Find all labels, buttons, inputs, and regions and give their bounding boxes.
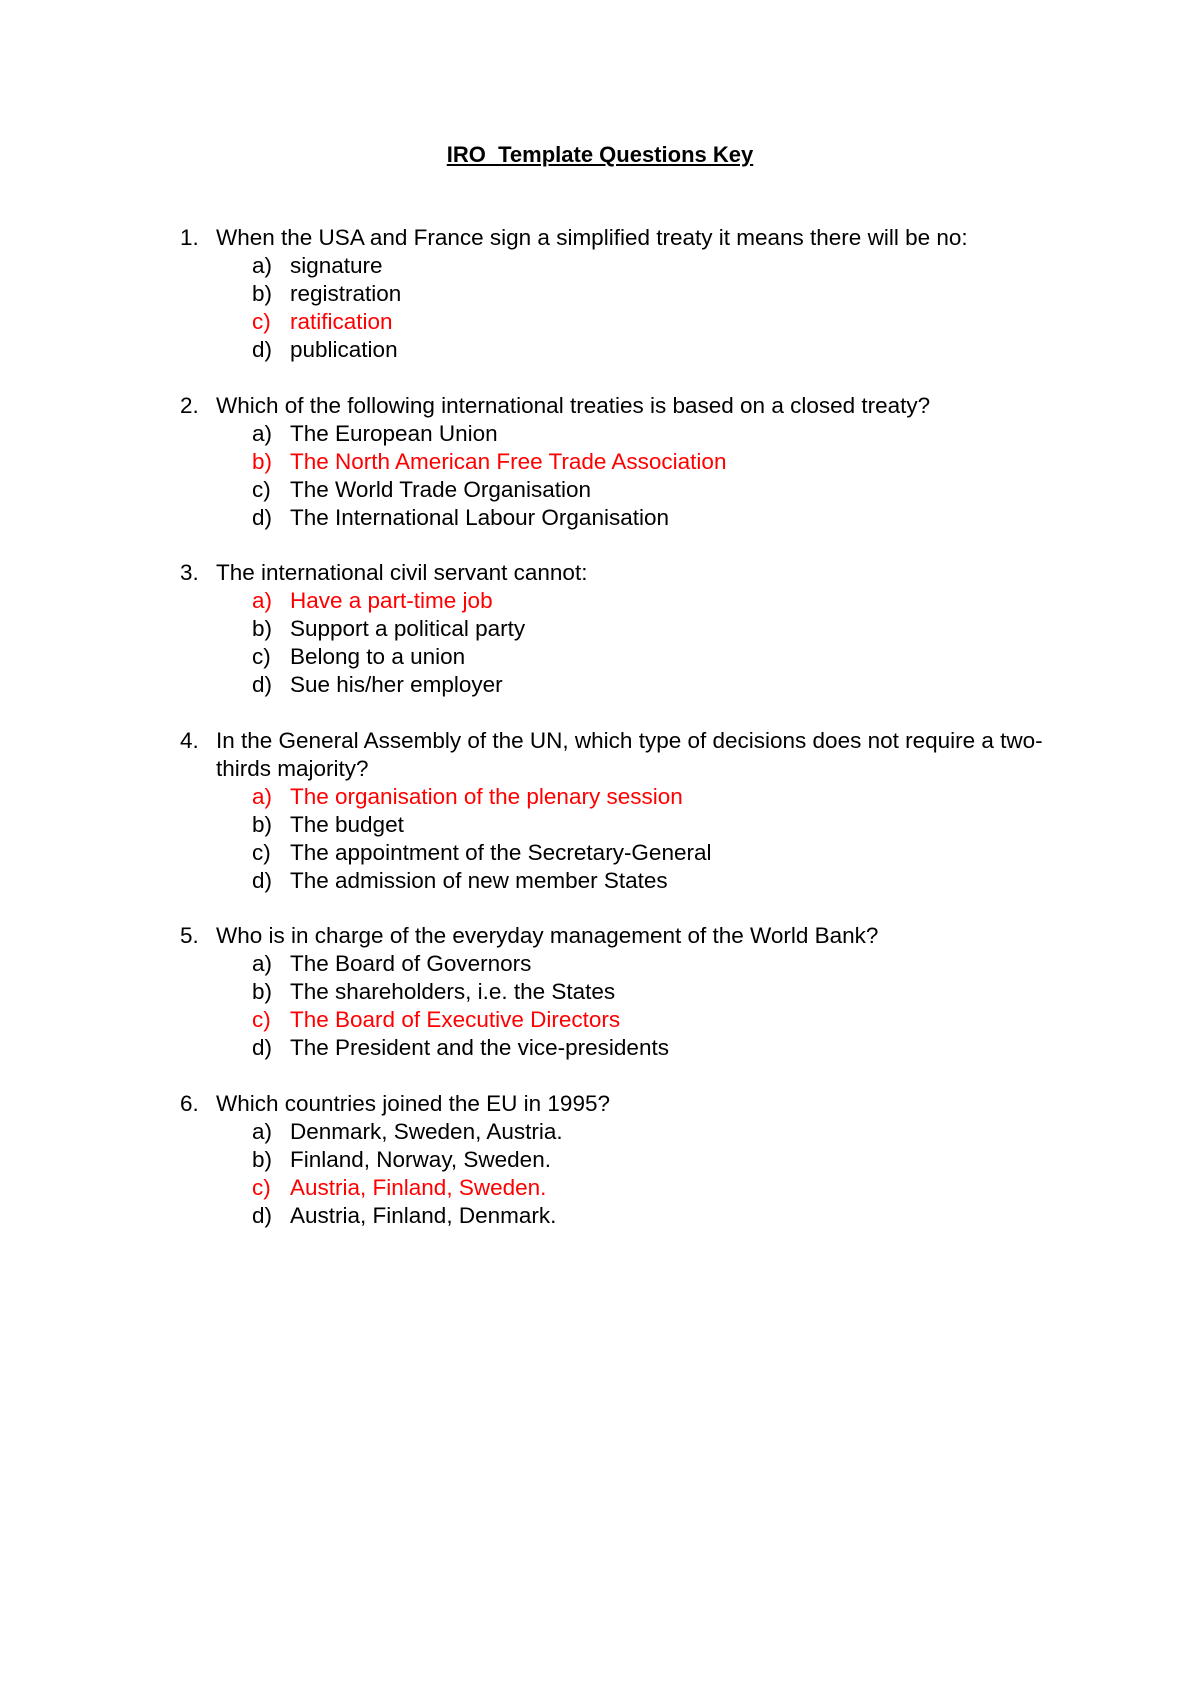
- option-letter: a): [252, 420, 273, 446]
- option-text: The admission of new member States: [290, 867, 668, 893]
- question-text: [180, 727, 1080, 783]
- question-text: [180, 1090, 1080, 1118]
- question-number: 2.: [180, 392, 199, 418]
- answer-option: [180, 1118, 1080, 1146]
- correct-answer-option: [180, 448, 1080, 476]
- answer-option: [180, 615, 1080, 643]
- option-text: The Board of Governors: [290, 951, 532, 976]
- option-letter: b): [252, 1146, 273, 1172]
- answer-option: [180, 476, 1080, 504]
- answer-option: [180, 420, 1080, 448]
- question-text: [180, 922, 1080, 950]
- option-letter: a): [252, 783, 273, 809]
- option-text: Austria, Finland, Sweden.: [290, 1174, 547, 1200]
- question-3: [180, 559, 1080, 699]
- option-text: The World Trade Organisation: [290, 476, 591, 502]
- page-title: IRO Template Questions Key: [446, 142, 754, 167]
- answer-option: [180, 643, 1080, 671]
- option-letter: c): [252, 1007, 271, 1032]
- option-text: The International Labour Organisation: [290, 504, 669, 530]
- question-text: [180, 559, 1080, 587]
- option-letter: b): [252, 616, 273, 641]
- option-letter: c): [252, 644, 271, 669]
- question-stem: When the USA and France sign a simplified treaty it means there will be no:: [216, 225, 968, 250]
- question-stem: Which countries joined the EU in 1995?: [216, 1090, 610, 1116]
- option-letter: c): [252, 309, 271, 334]
- answer-option: [180, 839, 1080, 867]
- option-text: Denmark, Sweden, Austria.: [290, 1118, 563, 1144]
- question-stem: Who is in charge of the everyday management of the World Bank?: [216, 923, 879, 948]
- option-letter: d): [252, 1035, 273, 1060]
- answer-option: [180, 671, 1080, 699]
- question-stem: In the General Assembly of the UN, which type of decisions does not require a two-thirds majority?: [216, 727, 1043, 781]
- option-letter: d): [252, 504, 273, 530]
- option-text: The Board of Executive Directors: [290, 1007, 621, 1032]
- question-number: 6.: [180, 1090, 199, 1116]
- option-letter: a): [252, 951, 273, 976]
- question-4: [180, 727, 1080, 895]
- option-text: The European Union: [290, 420, 498, 446]
- option-letter: d): [252, 337, 273, 362]
- correct-answer-option: [180, 1006, 1080, 1034]
- answer-option: [180, 504, 1080, 532]
- question-6: [180, 1090, 1080, 1230]
- question-number: 5.: [180, 923, 199, 948]
- option-text: The appointment of the Secretary-General: [290, 839, 712, 865]
- correct-answer-option: [180, 1174, 1080, 1202]
- answer-option: [180, 252, 1080, 280]
- option-letter: c): [252, 476, 271, 502]
- option-text: publication: [290, 337, 398, 362]
- option-text: The North American Free Trade Association: [290, 448, 727, 474]
- answer-option: [180, 280, 1080, 308]
- option-text: Austria, Finland, Denmark.: [290, 1202, 557, 1228]
- answer-option: [180, 1034, 1080, 1062]
- option-text: Have a part-time job: [290, 588, 493, 613]
- question-number: 1.: [180, 225, 199, 250]
- option-letter: d): [252, 672, 273, 697]
- option-letter: a): [252, 588, 273, 613]
- answer-option: [180, 336, 1080, 364]
- option-text: registration: [290, 281, 402, 306]
- option-text: Sue his/her employer: [290, 672, 503, 697]
- option-letter: d): [252, 1202, 273, 1228]
- option-text: signature: [290, 253, 383, 278]
- question-text: [180, 224, 1080, 252]
- option-text: The budget: [290, 811, 404, 837]
- option-letter: d): [252, 867, 273, 893]
- option-text: The shareholders, i.e. the States: [290, 979, 616, 1004]
- option-text: ratification: [290, 309, 393, 334]
- correct-answer-option: [180, 308, 1080, 336]
- answer-option: [180, 950, 1080, 978]
- question-list: [180, 224, 1080, 1257]
- correct-answer-option: [180, 587, 1080, 615]
- option-letter: b): [252, 448, 273, 474]
- question-number: 3.: [180, 560, 199, 585]
- question-number: 4.: [180, 727, 199, 753]
- option-letter: b): [252, 281, 273, 306]
- question-2: [180, 392, 1080, 532]
- option-text: Belong to a union: [290, 644, 466, 669]
- question-5: [180, 922, 1080, 1062]
- question-stem: Which of the following international treaties is based on a closed treaty?: [216, 392, 931, 418]
- answer-option: [180, 978, 1080, 1006]
- question-text: [180, 392, 1080, 420]
- question-stem: The international civil servant cannot:: [216, 560, 588, 585]
- option-text: The President and the vice-presidents: [290, 1035, 669, 1060]
- option-letter: a): [252, 253, 273, 278]
- option-letter: b): [252, 811, 273, 837]
- answer-option: [180, 1146, 1080, 1174]
- option-letter: a): [252, 1118, 273, 1144]
- answer-option: [180, 867, 1080, 895]
- correct-answer-option: [180, 783, 1080, 811]
- question-1: [180, 224, 1080, 364]
- answer-option: [180, 811, 1080, 839]
- option-letter: b): [252, 979, 273, 1004]
- option-letter: c): [252, 839, 271, 865]
- option-text: Finland, Norway, Sweden.: [290, 1146, 551, 1172]
- option-letter: c): [252, 1174, 271, 1200]
- option-text: Support a political party: [290, 616, 526, 641]
- answer-option: [180, 1202, 1080, 1230]
- option-text: The organisation of the plenary session: [290, 783, 683, 809]
